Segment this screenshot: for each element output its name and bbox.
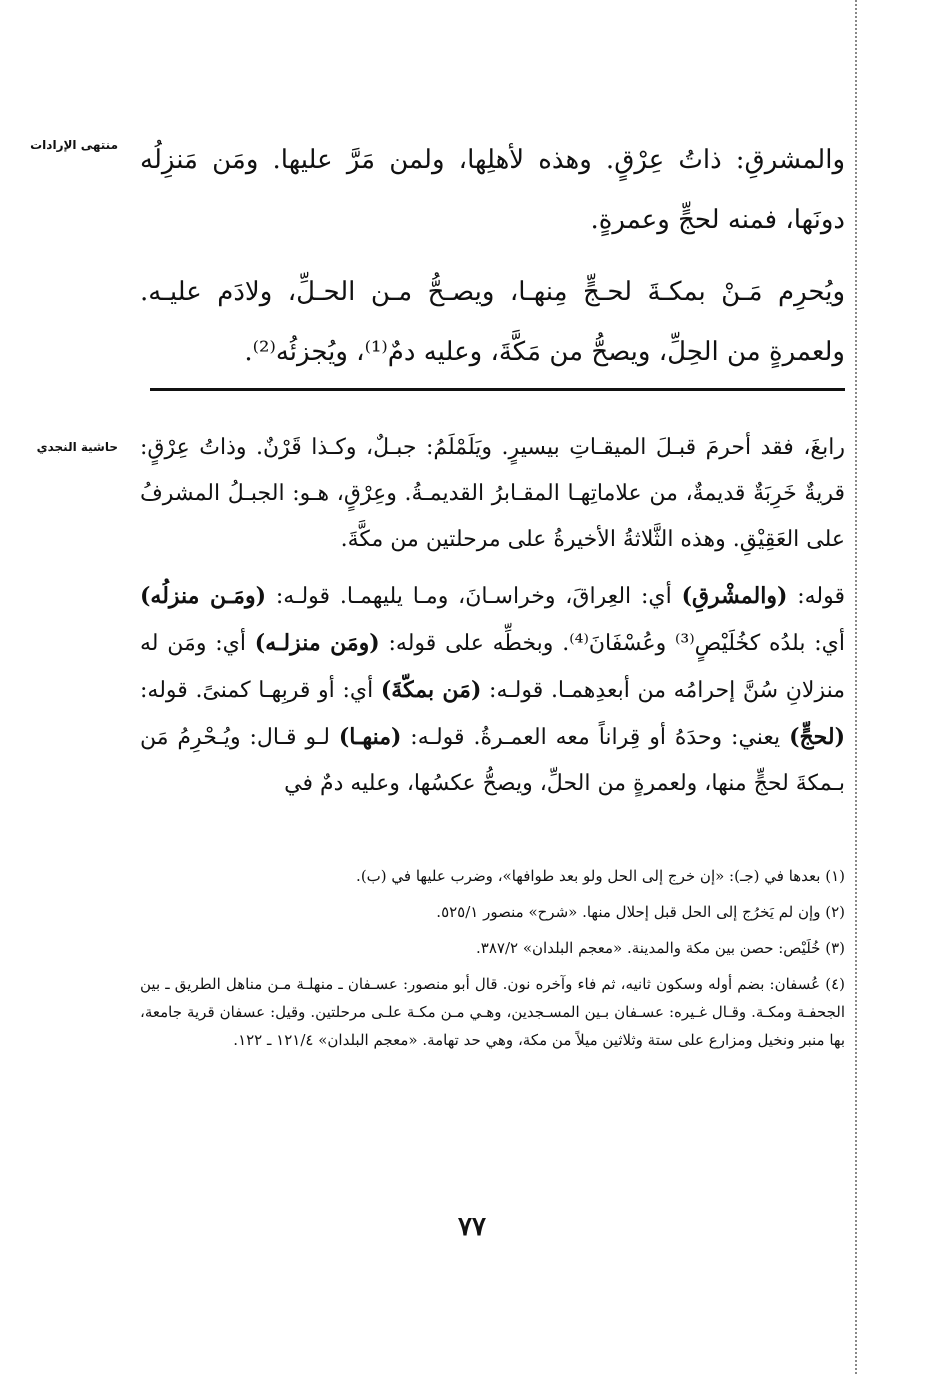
hashiya-commentary-paragraph (140, 573, 845, 807)
footnotes-block (140, 862, 845, 1062)
commentary-lemma: (منهـا) (338, 724, 402, 750)
side-label-hashiya: حاشية النجدي (36, 440, 118, 454)
side-label-matn: منتهى الإرادات (30, 138, 118, 152)
commentary-text: قوله: (787, 584, 845, 609)
matn-paragraph: ويُحرِم مَـنْ بمكـةَ لحـجٍّ مِنهـا، ويصـحُّ مـن الحـلِّ، ولادَم عليـه. ولعمرةٍ من الحِلِّ، ويصحُّ من مَكَّةَ، وعليه دمٌ⁽¹⁾، ويُجزئُه⁽²⁾. (140, 277, 845, 367)
binding-margin-dots (855, 0, 857, 1374)
commentary-text: أي: أو قربِهـا كمنىً. قوله: (140, 678, 381, 703)
commentary-text: أي: بلدُه كخُلَيْصٍ⁽³⁾ وعُسْفَانَ⁽⁴⁾. وبخطِّه على قوله: (379, 631, 845, 656)
hashiya-intro-paragraph: رابغَ، فقد أحرمَ قبـلَ الميقـاتِ بيسيرٍ. ويَلَمْلَمُ: جبـلٌ، وكـذا قَرْنٌ. وذاتُ عِرْقٍ: قريةٌ خَرِبَةٌ قديمةٌ، من علاماتِهـا المقـابرُ القديمـةُ. وعِرْقٍ، هـو: الجبـلُ المشرفُ على العَقِيْقِ. وهذه الثَّلاثةُ الأخيرةُ على مرحلتين من مكَّةَ. (140, 435, 845, 552)
commentary-lemma: (مَن بمكّةَ) (380, 677, 482, 703)
footnote: (١) بعدها في (جـ): «إن خرج إلى الحل ولو بعد طوافها»، وضرب عليها في (ب). (356, 867, 845, 885)
page-number: ٧٧ (458, 1212, 486, 1242)
commentary-text: أي: ومَن له منزلانِ سُنَّ إحرامُه من أبعدِهمـا. قولـه: (140, 631, 846, 703)
footnote: (٤) عُسفان: بضم أوله وسكون ثانيه، ثم فاء وآخره نون. قال أبو منصور: عسـفان ـ منهلـة مـن مناهل الطريق ـ بين الجحفـة ومكـة. وقـال غـيره: عسـفان بـين المسـجدين، وهـي مـن مكـة علـى مرحلتين. وقيل: عسفان قرية جامعة، بها منبر ونخيل ومزارع على ستة وثلاثين ميلاً من مكة، وهي حد تهامة. «معجم البلدان» ١٢١/٤ ـ ١٢٢. (140, 975, 845, 1049)
matn-text-block (140, 130, 845, 382)
footnote: (٣) خُلَيْص: حصن بين مكة والمدينة. «معجم البلدان» ٣٨٧/٢. (476, 939, 845, 957)
commentary-text: يعني: وحدَهُ أو قِراناً معه العمـرةُ. قولـه: (401, 725, 790, 750)
section-divider (150, 388, 845, 391)
commentary-text: أي: العِراقَ، وخراسـانَ، ومـا يليهمـا. قولـه: (265, 584, 682, 609)
footnote: (٢) وإن لم يَخرُج إلى الحل قبل إحلال منها. «شرح» منصور ٥٢٥/١. (436, 903, 845, 921)
commentary-lemma: (والمشْرقِ) (681, 583, 788, 609)
commentary-lemma: (ومَـن منزلُه) (140, 583, 266, 609)
hashiya-text-block (140, 425, 845, 807)
commentary-lemma: (لحجٍّ) (789, 724, 845, 750)
commentary-text: لـو قـال: ويُـحْرِمُ مَن بـمكةَ لحجٍّ منها، ولعمرةٍ من الحلِّ، ويصحُّ عكسُها، وعليه دمٌ في (140, 725, 845, 796)
matn-paragraph: والمشرقِ: ذاتُ عِرْقٍ. وهذه لأهلِها، ولمن مَرَّ عليها. ومَن مَنزِلُه دونَها، فمنه لحجٍّ وعمرةٍ. (140, 145, 845, 235)
commentary-lemma: (ومَن منزلـه) (254, 630, 380, 656)
